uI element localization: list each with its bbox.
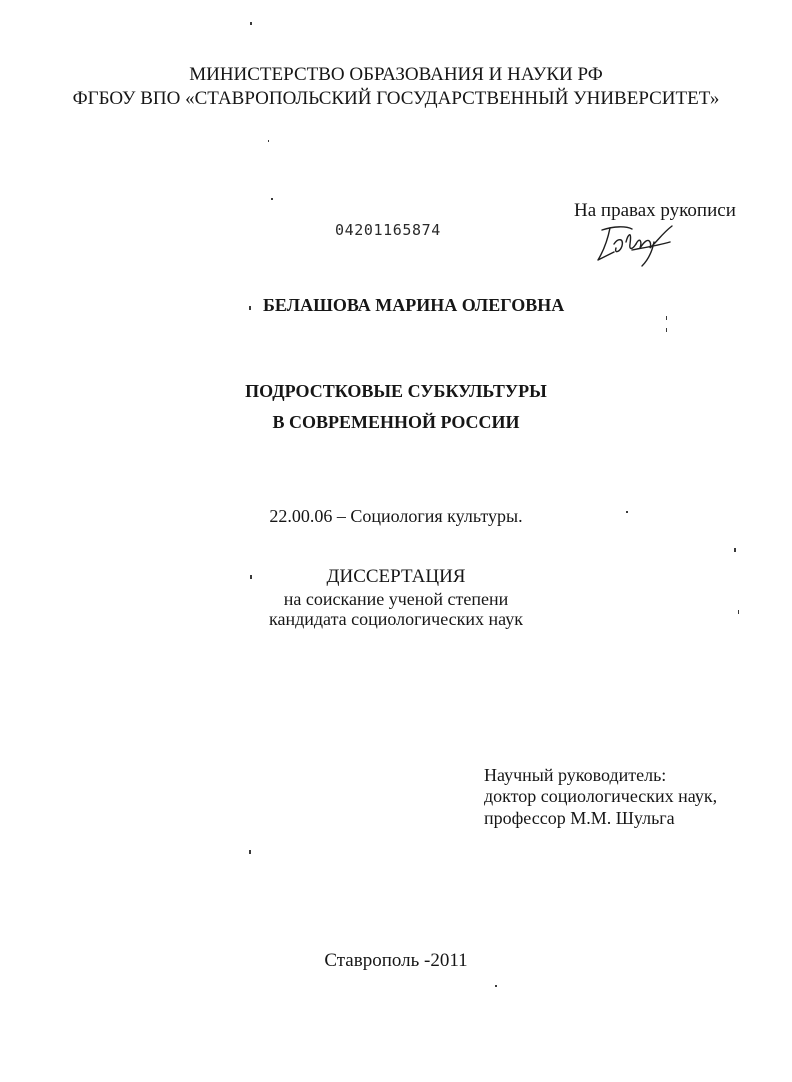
registration-code: 04201165874 xyxy=(335,221,441,239)
scan-speck xyxy=(666,316,667,320)
scan-speck xyxy=(249,850,251,854)
advisor-name: профессор М.М. Шульга xyxy=(484,808,675,828)
dissertation-title-line2: В СОВРЕМЕННОЙ РОССИИ xyxy=(272,412,520,432)
document-type: ДИССЕРТАЦИЯ xyxy=(326,566,466,587)
scan-speck xyxy=(734,548,736,552)
university-heading: ФГБОУ ВПО «СТАВРОПОЛЬСКИЙ ГОСУДАРСТВЕННЫЙ УНИВЕРСИТЕТ» xyxy=(72,88,720,109)
scan-speck xyxy=(249,306,251,310)
scan-speck xyxy=(495,985,497,987)
degree-purpose-line2: кандидата социологических наук xyxy=(269,609,523,629)
scan-speck xyxy=(738,610,739,614)
degree-purpose-line1: на соискание ученой степени xyxy=(283,589,509,609)
author-name: БЕЛАШОВА МАРИНА ОЛЕГОВНА xyxy=(263,295,565,315)
scan-speck xyxy=(250,575,252,579)
advisor-label: Научный руководитель: xyxy=(484,765,667,785)
dissertation-title-line1: ПОДРОСТКОВЫЕ СУБКУЛЬТУРЫ xyxy=(245,381,547,401)
specialty-code: 22.00.06 – Социология культуры. xyxy=(269,506,523,526)
city-year: Ставрополь -2011 xyxy=(324,950,468,971)
ministry-heading: МИНИСТЕРСТВО ОБРАЗОВАНИЯ И НАУКИ РФ xyxy=(189,64,603,85)
manuscript-rights-note: На правах рукописи xyxy=(574,200,736,221)
signature-handwritten xyxy=(592,220,684,270)
scan-speck xyxy=(626,511,628,513)
advisor-degree: доктор социологических наук, xyxy=(484,786,718,806)
scan-speck xyxy=(250,22,252,25)
scan-speck xyxy=(666,328,667,332)
scan-speck xyxy=(268,140,269,142)
scan-speck xyxy=(271,198,273,200)
